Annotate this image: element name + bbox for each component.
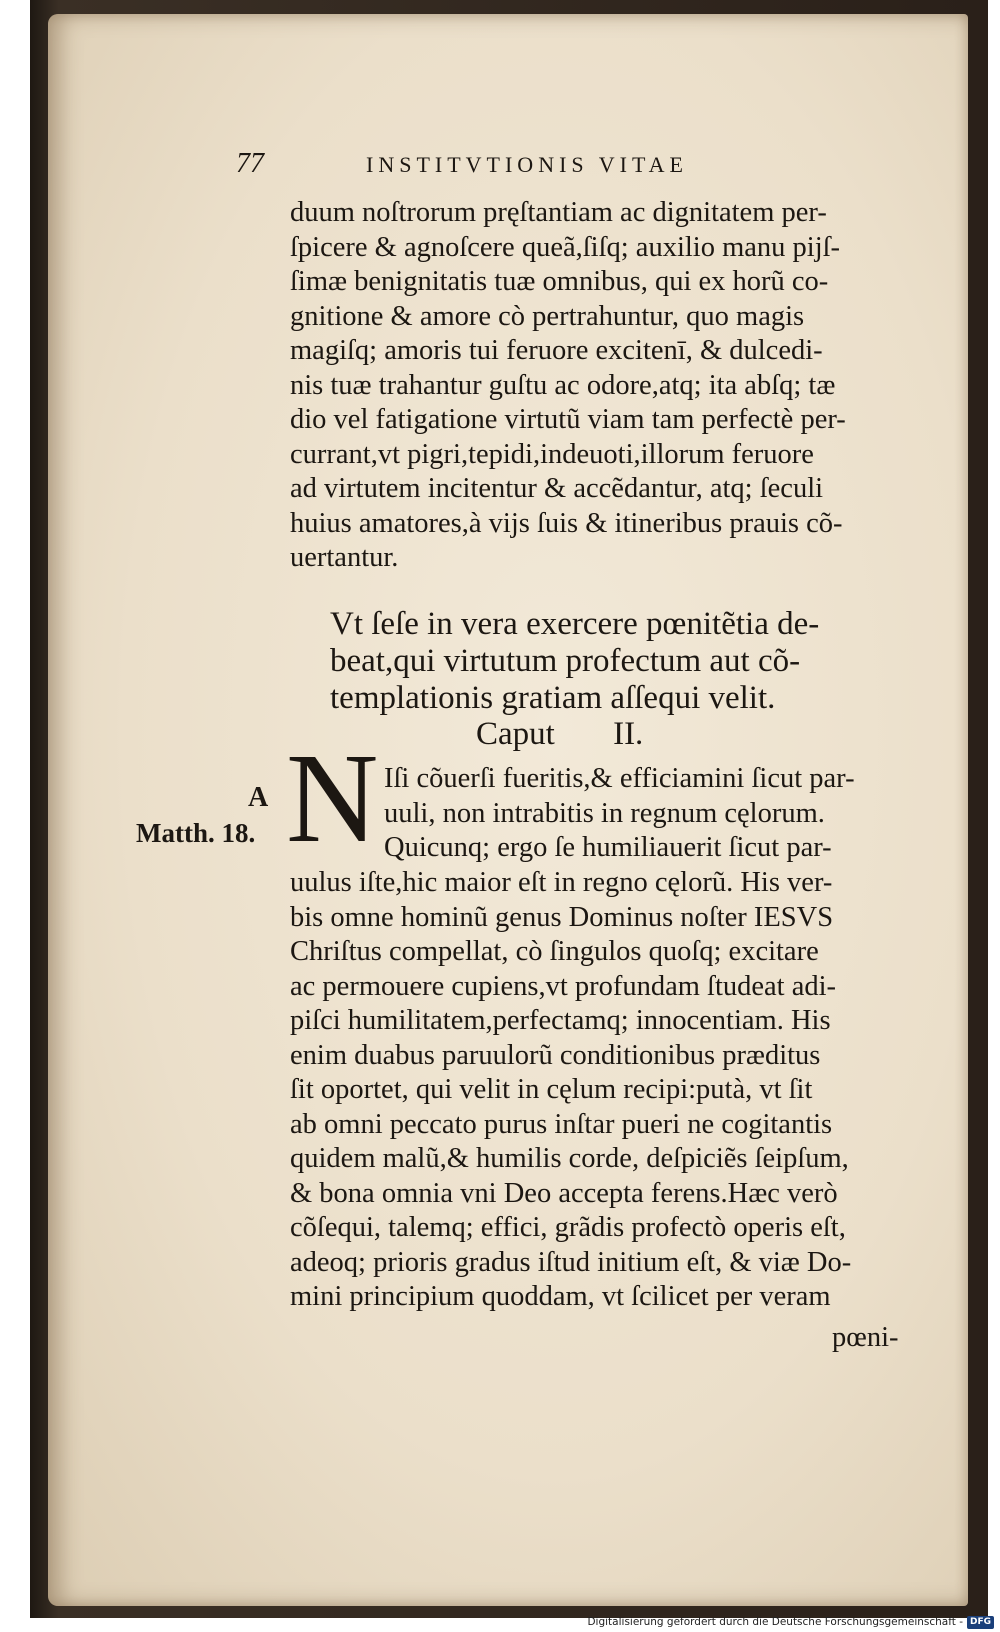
text-line: gnitione & amore cò pertrahuntur, quo magis: [290, 300, 805, 332]
text-line: magiſq; amoris tui feruore excitenī, & dulcedi-: [290, 335, 823, 366]
text-line: currant,vt pigri,tepidi,indeuoti,illorum feruore: [290, 438, 814, 470]
text-line: piſci humilitatem,perfectamq; innocentiam. His: [290, 1005, 831, 1036]
text-line: ſit oportet, qui velit in cęlum recipi:putà, vt ſit: [290, 1074, 813, 1105]
drop-cap: N: [286, 727, 379, 869]
digitization-footer: [587, 1614, 994, 1630]
text-line: enim duabus paruulorũ conditionibus præditus: [290, 1039, 821, 1071]
text-line: uulus iſte,hic maior eſt in regno cęlorũ. His ver-: [290, 867, 833, 898]
text-line: Iſi cõuerſi fueritis,& efficiamini ſicut par-: [384, 763, 855, 794]
dropcap-paragraph: [384, 762, 924, 866]
text-line: duum noſtrorum pręſtantiam ac dignitatem per-: [290, 197, 827, 228]
dfg-logo: DFG: [967, 1616, 994, 1629]
text-line: Chriſtus compellat, cò ſingulos quoſq; excitare: [290, 936, 819, 967]
text-line: & bona omnia vni Deo accepta ferens.Hæc verò: [290, 1177, 838, 1209]
margin-letter: A: [248, 782, 269, 813]
text-line: dio vel fatigatione virtutũ viam tam perfectè per-: [290, 404, 846, 435]
text-line: huius amatores,à vijs ſuis & itineribus prauis cõ-: [290, 507, 843, 539]
chapter-heading: [330, 606, 940, 717]
margin-reference: Matth. 18.: [136, 818, 256, 848]
text-line: ſimæ benignitatis tuæ omnibus, qui ex horũ co-: [290, 266, 829, 297]
page-header: [236, 148, 876, 178]
text-line: ac permouere cupiens,vt profundam ſtudeat adi-: [290, 970, 837, 1002]
heading-line: Vt ſeſe in vera exercere pœnitẽtia de-: [330, 606, 820, 642]
text-line: ſpicere & agnoſcere queã,ſiſq; auxilio manu pijſ-: [290, 231, 841, 263]
heading-line: templationis gratiam aſſequi velit.: [330, 680, 776, 716]
text-line: mini principium quoddam, vt ſcilicet per veram: [290, 1281, 831, 1312]
text-line: bis omne hominũ genus Dominus noſter IESVS: [290, 901, 834, 933]
text-line: cõſequi, talemq; effici, grãdis profectò operis eſt,: [290, 1212, 846, 1243]
body-paragraph: [290, 866, 930, 1315]
text-line: ad virtutem incitentur & accẽdantur, atq; ſeculi: [290, 473, 824, 504]
funding-credit: Digitalisierung gefördert durch die Deutsche Forschungsgemeinschaft -: [587, 1616, 963, 1628]
heading-line: beat,qui virtutum profectum aut cõ-: [330, 643, 801, 679]
page-number: 77: [236, 148, 264, 179]
text-line: adeoq; prioris gradus iſtud initium eſt, & viæ Do-: [290, 1246, 852, 1278]
catchword: pœni-: [832, 1322, 899, 1353]
running-head: INSTITVTIONIS VITAE: [366, 152, 688, 177]
text-line: nis tuæ trahantur guſtu ac odore,atq; ita abſq; tæ: [290, 369, 836, 401]
chapter-label: Caput II.: [476, 716, 644, 752]
top-paragraph: [290, 196, 930, 576]
text-line: ab omni peccato purus inſtar pueri ne cogitantis: [290, 1108, 833, 1140]
text-line: Quicunq; ergo ſe humiliauerit ſicut par-: [384, 832, 832, 863]
text-line: quidem malũ,& humilis corde, deſpiciẽs ſeipſum,: [290, 1143, 849, 1174]
text-line: uertantur.: [290, 542, 399, 573]
text-line: uuli, non intrabitis in regnum cęlorum.: [384, 797, 825, 829]
